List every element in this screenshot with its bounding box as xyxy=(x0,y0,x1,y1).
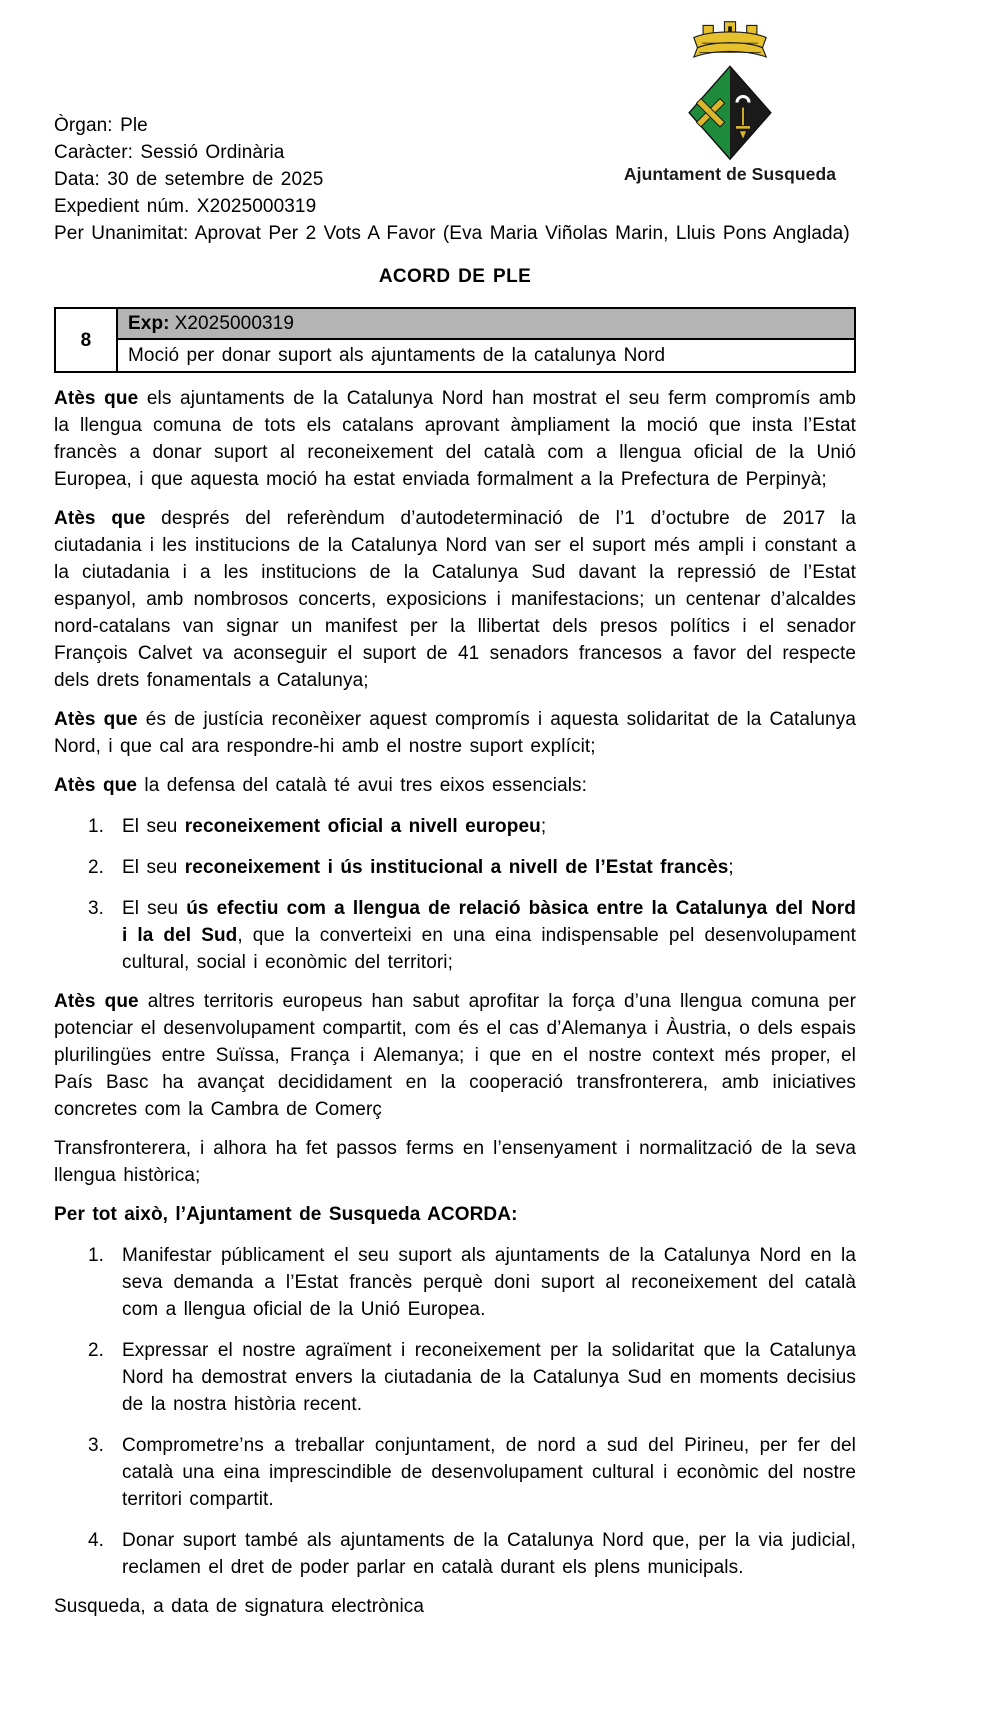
meta-line-expedient: Expedient núm. X2025000319 xyxy=(54,196,317,217)
document-content xyxy=(54,112,856,1620)
agenda-item-subject: Moció per donar suport als ajuntaments de la catalunya Nord xyxy=(128,345,666,366)
list-item-text: Comprometre’ns a treballar conjuntament, de nord a sud del Pirineu, per fer del català una eina imprescindible de desenvolupament cultural i econòmic del nostre territori compartit. xyxy=(122,1435,856,1510)
acorda-heading: Per tot això, l’Ajuntament de Susqueda ACORDA: xyxy=(54,1204,518,1225)
list-item-bold: reconeixement oficial a nivell europeu xyxy=(184,816,541,837)
meta-line-character: Caràcter: Sessió Ordinària xyxy=(54,142,285,163)
list-item xyxy=(54,1337,856,1418)
list-item xyxy=(54,854,856,881)
list-item-pre: El seu xyxy=(122,857,185,878)
organization-name: Ajuntament de Susqueda xyxy=(623,164,837,184)
list-item-post: ; xyxy=(540,816,547,837)
paragraph-text: altres territoris europeus han sabut aprofitar la força d’una llengua comuna per potenciar el desenvolupament compartit, com és el cas d’Alemanya i Àustria, o dels espais plurilingües entre Suïssa, França i Alemanya; i que en el nostre context més proper, el País Basc ha avançat decididament en la cooperació transfronterera, amb iniciatives concretes com la Cambra de Comerç xyxy=(54,991,857,1120)
paragraph-lead: Atès que xyxy=(54,775,138,796)
paragraph-text: després del referèndum d’autodeterminació de l’1 d’octubre de 2017 la ciutadania i les institucions de la Catalunya Nord van ser el suport més ampli i constant a la ciutadania i a les institucions de la Catalunya Sud davant la repressió de l’Estat espanyol, amb nombrosos concerts, exposicions i manifestacions; un centenar d’alcaldes nord-catalans van signar un manifest per la llibertat dels presos polítics i el senador François Calvet va aconseguir el suport de 41 senadors francesos a favor del respecte dels drets fonamentals a Catalunya; xyxy=(54,508,856,691)
paragraph-transfronterera xyxy=(54,1135,856,1189)
paragraph-text: els ajuntaments de la Catalunya Nord han mostrat el seu ferm compromís amb la llengua comuna de tots els catalans aprovant àmpliament la moció que insta l’Estat francès a donar suport al reconeixement del català com a llengua oficial de la Unió Europea, i que aquesta moció ha estat enviada formalment a la Prefectura de Perpinyà; xyxy=(54,388,856,490)
paragraph-ates-1 xyxy=(54,385,856,493)
meta-line-date: Data: 30 de setembre de 2025 xyxy=(54,169,324,190)
list-item-text: Expressar el nostre agraïment i reconeixement per la solidaritat que la Catalunya Nord ha demostrat envers la ciutadania de la Catalunya Sud en moments decisius de la nostra història recent. xyxy=(122,1340,856,1415)
agenda-item-exp-row xyxy=(118,309,854,340)
paragraph-ates-5 xyxy=(54,988,856,1123)
list-item-number: 3. xyxy=(88,898,105,919)
list-item-number: 4. xyxy=(88,1530,105,1551)
list-item-pre: El seu xyxy=(122,898,187,919)
paragraph-text: la defensa del català té avui tres eixos essencials: xyxy=(137,775,588,796)
meta-line-organ: Òrgan: Ple xyxy=(54,115,148,136)
eixos-list xyxy=(54,813,856,976)
list-item-post: ; xyxy=(728,857,734,878)
agenda-item-number: 8 xyxy=(56,309,118,371)
paragraph-text: és de justícia reconèixer aquest compromís i aquesta solidaritat de la Catalunya Nord, i que cal ara respondre-hi amb el nostre suport explícit; xyxy=(54,709,856,757)
list-item-number: 1. xyxy=(88,816,105,837)
paragraph-lead: Atès que xyxy=(54,991,139,1012)
paragraph-lead: Atès que xyxy=(54,388,139,409)
list-item-text: Donar suport també als ajuntaments de la Catalunya Nord que, per la via judicial, reclamen el dret de poder parlar en català durant els plens municipals. xyxy=(122,1530,856,1578)
paragraph-lead: Atès que xyxy=(54,709,138,730)
closing-line: Susqueda, a data de signatura electrònica xyxy=(54,1596,425,1617)
list-item-number: 1. xyxy=(88,1245,105,1266)
approval-statement: Per Unanimitat: Aprovat Per 2 Vots A Favor (Eva Maria Viñolas Marin, Lluis Pons Anglada) xyxy=(54,223,850,244)
list-item-number: 2. xyxy=(88,857,105,878)
exp-value: X2025000319 xyxy=(174,313,295,334)
list-item-pre: El seu xyxy=(122,816,185,837)
list-item xyxy=(54,1527,856,1581)
paragraph-ates-2 xyxy=(54,505,856,694)
document-metadata xyxy=(54,112,856,220)
list-item-text: Manifestar públicament el seu suport als ajuntaments de la Catalunya Nord en la seva demanda a l’Estat francès perquè doni suport al reconeixement del català com a llengua oficial de la Unió Europea. xyxy=(122,1245,856,1320)
list-item-number: 3. xyxy=(88,1435,105,1456)
list-item-post: , que la converteixi en una eina indispensable pel desenvolupament cultural, social i econòmic del territori; xyxy=(122,925,856,973)
list-item-bold: reconeixement i ús institucional a nivell de l’Estat francès xyxy=(184,857,729,878)
list-item-text xyxy=(122,854,856,881)
list-item-number: 2. xyxy=(88,1340,105,1361)
list-item xyxy=(54,895,856,976)
agenda-item-table xyxy=(54,307,856,373)
paragraph-ates-3 xyxy=(54,706,856,760)
page-title: ACORD DE PLE xyxy=(378,266,532,287)
acorda-list xyxy=(54,1242,856,1581)
list-item xyxy=(54,1242,856,1323)
paragraph-text: Transfronterera, i alhora ha fet passos ferms en l’ensenyament i normalització de la seva llengua històrica; xyxy=(54,1138,856,1186)
paragraph-ates-4 xyxy=(54,772,856,799)
list-item xyxy=(54,813,856,840)
list-item-text xyxy=(122,895,856,976)
list-item-text xyxy=(122,813,856,840)
list-item-bold: ús efectiu com a llengua de relació bàsica entre la Catalunya del Nord i la del Sud xyxy=(122,898,856,946)
list-item xyxy=(54,1432,856,1513)
paragraph-lead: Atès que xyxy=(54,508,146,529)
exp-label: Exp: xyxy=(128,313,170,334)
